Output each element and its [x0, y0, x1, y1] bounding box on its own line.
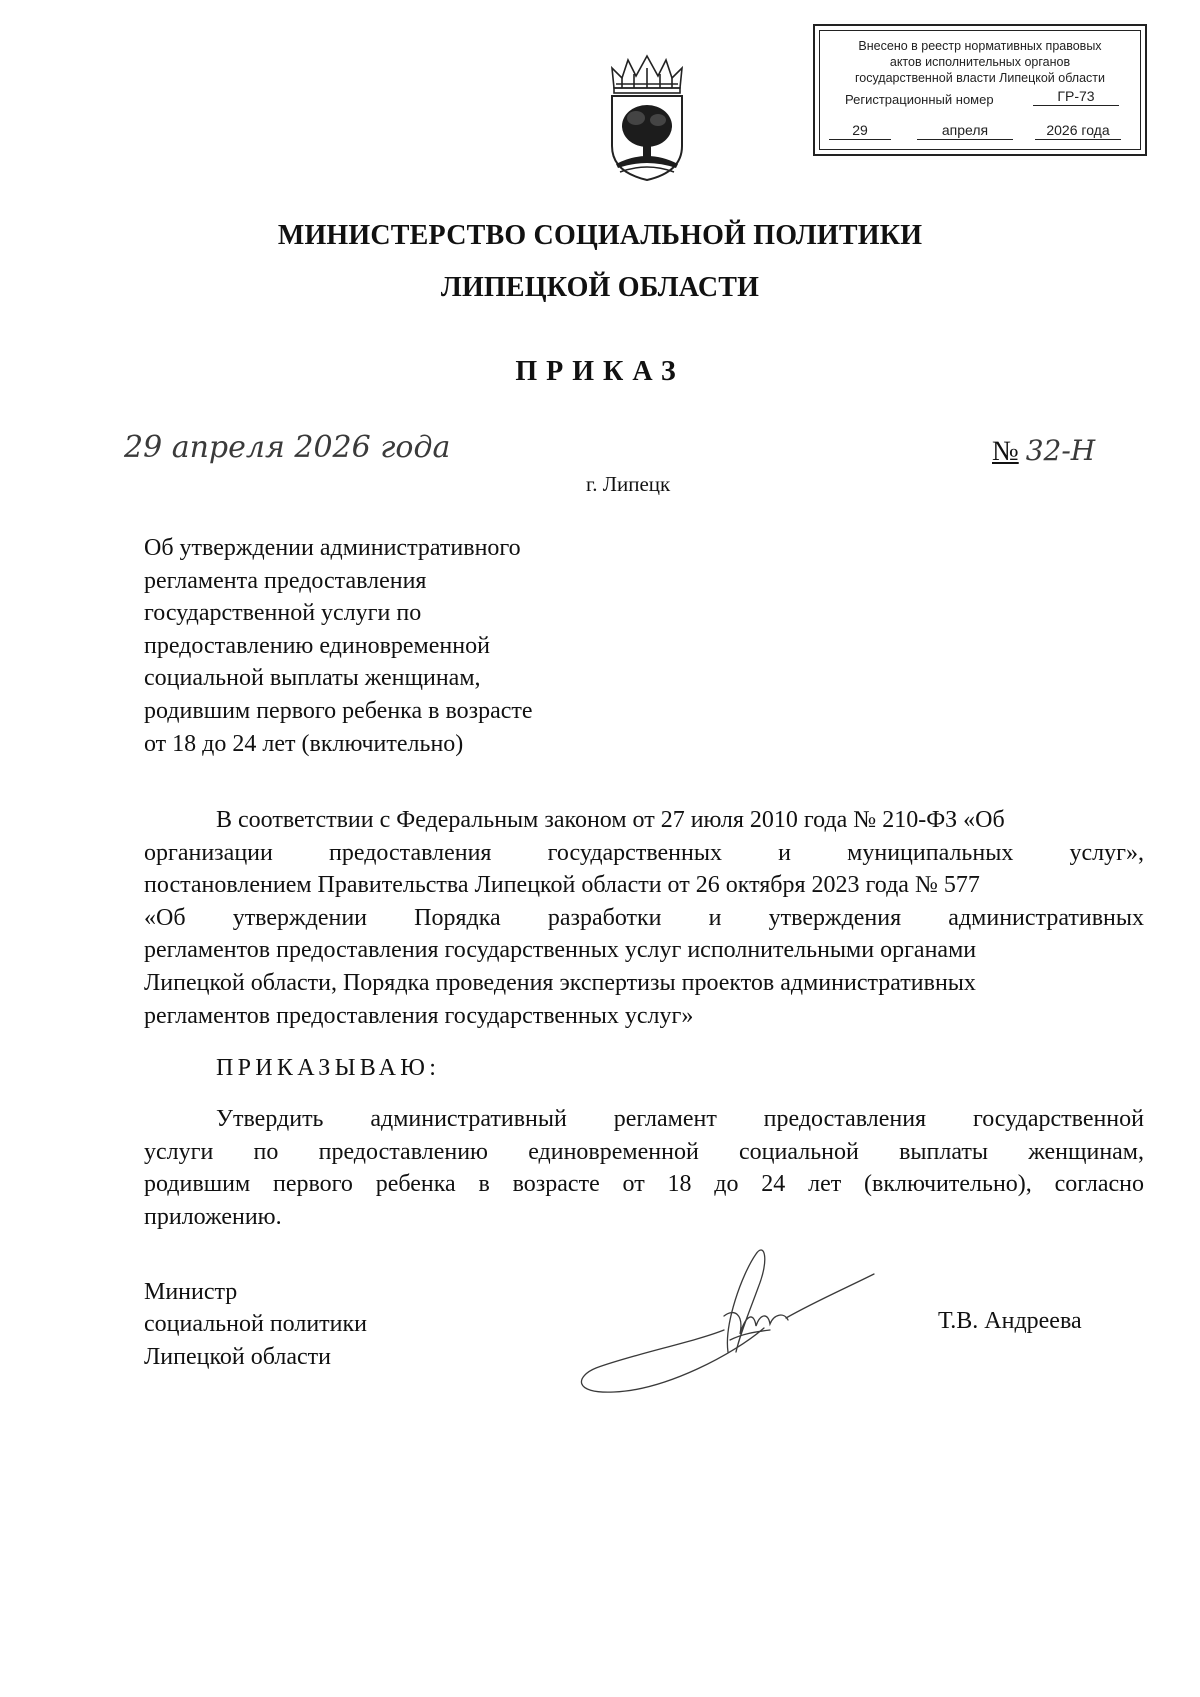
signatory-position: [144, 1276, 367, 1373]
ministry-name-line1: МИНИСТЕРСТВО СОЦИАЛЬНОЙ ПОЛИТИКИ: [277, 220, 923, 251]
signatory-name: Т.В. Андреева: [938, 1308, 1082, 1334]
stamp-month: апреля: [917, 122, 1013, 140]
subject-line: государственной услуги по: [144, 600, 422, 627]
position-line: Липецкой области: [144, 1343, 331, 1370]
order-subject: [144, 532, 664, 760]
decision-paragraph: [144, 1103, 1144, 1233]
subject-line: предоставлению единовременной: [144, 632, 490, 659]
document-type-title: ПРИКАЗ: [515, 356, 685, 387]
subject-line: социальной выплаты женщинам,: [144, 665, 481, 692]
subject-line: от 18 до 24 лет (включительно): [144, 730, 464, 757]
handwritten-order-date: 29 апреля 2026 года: [124, 430, 451, 465]
ministry-name-line2: ЛИПЕЦКОЙ ОБЛАСТИ: [440, 272, 760, 303]
basis-line: регламентов предоставления государственных услуг исполнительными органами: [144, 937, 977, 964]
subject-line: Об утверждении административного: [144, 535, 521, 561]
coat-of-arms-drawing: [604, 54, 690, 182]
basis-line: В соответствии с Федеральным законом от 27 июля 2010 года № 210-ФЗ «Об: [216, 807, 1005, 833]
position-line: Министр: [144, 1279, 238, 1305]
basis-line: организации предоставления государственных и муниципальных услуг»,: [144, 839, 1144, 866]
stamp-line-1: Внесено в реестр нормативных правовых: [858, 39, 1102, 53]
basis-line: постановлением Правительства Липецкой области от 26 октября 2023 года № 577: [144, 872, 980, 899]
subject-line: регламента предоставления: [144, 567, 427, 594]
order-directive-word: ПРИКАЗЫВАЮ:: [216, 1055, 441, 1081]
decision-line: приложению.: [144, 1203, 282, 1230]
registry-stamp: [813, 24, 1147, 156]
order-number-sign: №: [992, 436, 1019, 467]
handwritten-order-number: 32-Н: [1025, 434, 1096, 467]
stamp-day: 29: [829, 122, 891, 140]
basis-line: регламентов предоставления государственных услуг»: [144, 1002, 694, 1029]
stamp-line-3: государственной власти Липецкой области: [854, 71, 1106, 85]
issue-city: г. Липецк: [586, 472, 671, 496]
order-number: [992, 434, 1095, 468]
handwritten-signature: [574, 1244, 914, 1400]
decision-line: родившим первого ребенка в возрасте от 18 до 24 лет (включительно), согласно: [144, 1171, 1144, 1198]
stamp-reg-number: ГР-73: [1033, 88, 1119, 106]
basis-line: Липецкой области, Порядка проведения экспертизы проектов административных: [144, 969, 976, 996]
stamp-year: 2026 года: [1035, 122, 1121, 140]
decision-line: Утвердить административный регламент предоставления государственной: [216, 1106, 1144, 1132]
signature-drawing: [574, 1244, 914, 1400]
basis-paragraph: [144, 804, 1144, 1032]
decision-line: услуги по предоставлению единовременной социальной выплаты женщинам,: [144, 1138, 1144, 1165]
basis-line: «Об утверждении Порядка разработки и утверждения административных: [144, 904, 1144, 931]
coat-of-arms-icon: [604, 54, 690, 182]
subject-line: родившим первого ребенка в возрасте: [144, 697, 533, 724]
position-line: социальной политики: [144, 1311, 367, 1338]
stamp-line-2: актов исполнительных органов: [889, 55, 1071, 69]
stamp-reg-label: Регистрационный номер: [845, 92, 994, 107]
